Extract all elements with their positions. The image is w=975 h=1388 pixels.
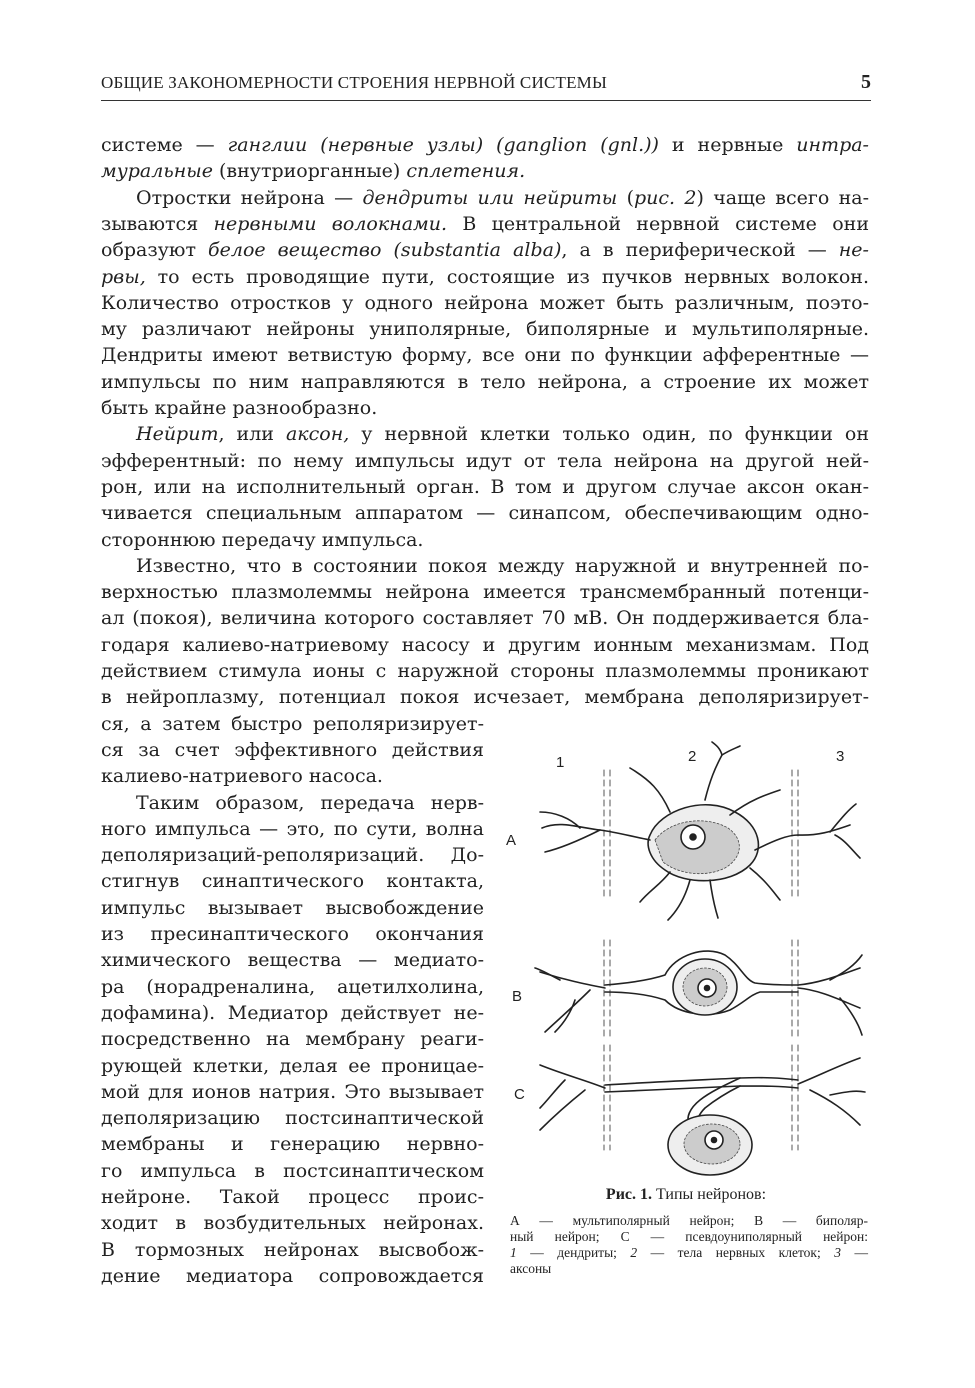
text-line bbox=[101, 316, 869, 342]
text-segment: верхностью плазмолеммы нейрона имеется трансмембранный потенци- bbox=[101, 581, 869, 604]
text-segment: ся, а затем быстро реполяризирует- bbox=[101, 712, 484, 735]
text-segment: Дендриты имеют ветвистую форму, все они по функции афферентные — bbox=[101, 344, 869, 367]
text-segment: ходит в возбудительных нейронах. bbox=[101, 1212, 484, 1235]
text-segment: , или bbox=[218, 423, 286, 446]
text-line bbox=[101, 369, 869, 395]
caption-segment: А — мультиполярный нейрон; В — биполяр- bbox=[510, 1213, 868, 1228]
text-segment: эфферентный: по нему импульсы идут от тела нейрона на другой ней- bbox=[101, 449, 869, 472]
text-line bbox=[101, 553, 869, 579]
multipolar-neuron bbox=[540, 742, 860, 920]
text-segment: чивается специальным аппаратом — синапсом, обеспечивающим одно- bbox=[101, 502, 869, 525]
text-segment: импульсы по ним направляются в тело нейрона, а строение их может bbox=[101, 370, 869, 393]
text-line bbox=[101, 1184, 484, 1210]
text-segment: то есть проводящие пути, состоящие из пучков нервных волокон. bbox=[145, 265, 869, 288]
text-segment: рвы, bbox=[101, 265, 146, 288]
text-segment: системе — bbox=[101, 134, 228, 156]
caption-segment: — тела нервных клеток; bbox=[637, 1245, 835, 1260]
text-segment: стигнув синаптического контакта, bbox=[101, 870, 484, 893]
text-segment: стороннюю передачу импульса. bbox=[101, 528, 424, 551]
text-line bbox=[101, 1263, 484, 1289]
text-segment: быть крайне разнообразно. bbox=[101, 397, 378, 419]
text-segment: ) чаще всего на- bbox=[696, 186, 869, 209]
text-segment: муральные bbox=[101, 160, 213, 183]
text-segment: и нервные bbox=[658, 134, 797, 156]
text-line bbox=[101, 1131, 484, 1157]
figure-neuron-types bbox=[500, 740, 872, 1180]
text-segment: рон, или на исполнительный орган. В том и другом случае аксон окан- bbox=[101, 475, 869, 498]
text-segment: , а в периферической — bbox=[561, 239, 839, 262]
text-line bbox=[101, 1026, 484, 1052]
text-line bbox=[101, 448, 869, 474]
text-line bbox=[101, 1237, 484, 1263]
text-segment: белое вещество (substantia alba) bbox=[208, 239, 562, 262]
text-line bbox=[101, 1000, 484, 1026]
text-segment: ганглии (нервные узлы) (ganglion (gnl.)) bbox=[227, 134, 659, 156]
caption-segment: 3 bbox=[834, 1245, 841, 1260]
text-line bbox=[101, 421, 869, 447]
text-line bbox=[101, 632, 869, 658]
text-segment: деполяризацию постсинаптической bbox=[101, 1107, 484, 1130]
caption-segment: 1 bbox=[510, 1245, 517, 1260]
text-segment: в нейроплазму, потенциал покоя исчезает, мембрана деполяризирует- bbox=[101, 686, 869, 709]
text-line bbox=[101, 500, 869, 526]
page-number: 5 bbox=[861, 71, 871, 93]
text-segment: ра (норадреналина, ацетилхолина, bbox=[101, 975, 484, 998]
row-label-b: B bbox=[512, 988, 523, 1005]
caption-segment: ный нейрон; С — псевдоуниполярный нейрон: bbox=[510, 1229, 868, 1244]
text-line bbox=[101, 684, 869, 710]
text-segment: деполяризаций-реполяризаций. До- bbox=[101, 844, 484, 867]
text-segment: сплетения. bbox=[406, 160, 526, 183]
text-line bbox=[101, 1210, 484, 1236]
text-line bbox=[101, 711, 484, 737]
text-segment: калиево-натриевого насоса. bbox=[101, 765, 383, 788]
figure-title: Типы нейронов: bbox=[652, 1186, 767, 1203]
text-segment: зываются bbox=[101, 212, 214, 235]
text-segment: ся за счет эффективного действия bbox=[101, 738, 484, 761]
text-segment: му различают нейроны униполярные, биполярные и мультиполярные. bbox=[101, 318, 869, 341]
text-line bbox=[101, 395, 869, 421]
text-line bbox=[101, 264, 869, 290]
text-line bbox=[101, 947, 484, 973]
text-segment: Нейрит bbox=[136, 423, 219, 446]
text-segment: действием стимула ионы с наружной стороны плазмолеммы проникают bbox=[101, 660, 869, 682]
row-label-a: A bbox=[506, 832, 517, 849]
text-segment: дендриты или нейриты bbox=[362, 186, 618, 209]
caption-segment: — bbox=[841, 1245, 869, 1260]
text-line bbox=[101, 974, 484, 1000]
text-line bbox=[101, 185, 869, 211]
text-line bbox=[101, 605, 869, 631]
text-line bbox=[101, 921, 484, 947]
text-line bbox=[101, 237, 869, 263]
text-segment: (внутриорганные) bbox=[212, 160, 407, 183]
text-line bbox=[101, 868, 484, 894]
text-segment: дение медиатора сопровождается bbox=[101, 1264, 484, 1287]
text-line bbox=[101, 1105, 484, 1131]
text-segment: из пресинаптического окончания bbox=[101, 923, 484, 945]
text-line bbox=[101, 816, 484, 842]
text-line bbox=[101, 737, 484, 763]
text-line bbox=[101, 132, 869, 158]
text-line bbox=[101, 1158, 484, 1184]
figure-caption-body bbox=[510, 1213, 868, 1277]
figure-number: Рис. 1. bbox=[605, 1186, 653, 1203]
caption-line bbox=[510, 1245, 868, 1261]
text-line bbox=[101, 290, 869, 316]
column-label-3: 3 bbox=[836, 748, 845, 765]
text-line bbox=[101, 342, 869, 368]
caption-segment: аксоны bbox=[510, 1261, 552, 1276]
text-segment: у нервной клетки только один, по функции он bbox=[349, 423, 869, 446]
bipolar-neuron bbox=[535, 951, 862, 1035]
figure-caption-title bbox=[500, 1186, 872, 1204]
row-label-c: C bbox=[514, 1086, 525, 1103]
text-segment: ал (покоя), величина которого составляет 70 мВ. Он поддерживается бла- bbox=[101, 607, 869, 630]
text-segment: мембраны и генерацию нервно- bbox=[101, 1133, 484, 1156]
text-segment: дофамина). Медиатор действует не- bbox=[101, 1001, 484, 1024]
text-segment: рующей клетки, делая ее проницае- bbox=[101, 1054, 484, 1077]
text-segment: интра- bbox=[796, 134, 869, 156]
text-line bbox=[101, 842, 484, 868]
text-segment: образуют bbox=[101, 239, 209, 262]
text-segment: нейроне. Такой процесс проис- bbox=[101, 1186, 484, 1208]
text-segment: Отростки нейрона — bbox=[136, 186, 363, 209]
text-segment: В тормозных нейронах высвобож- bbox=[101, 1238, 484, 1261]
text-line bbox=[101, 790, 484, 816]
text-line bbox=[101, 211, 869, 237]
text-segment: посредственно на мембрану реаги- bbox=[101, 1028, 484, 1051]
text-line bbox=[101, 527, 869, 553]
neuron-diagram bbox=[500, 740, 872, 1180]
text-segment: ( bbox=[617, 186, 634, 209]
caption-segment: — дендриты; bbox=[516, 1245, 631, 1260]
text-line bbox=[101, 895, 484, 921]
text-segment: химического вещества — медиато- bbox=[101, 949, 484, 972]
caption-line bbox=[510, 1229, 868, 1245]
text-line bbox=[101, 474, 869, 500]
text-line bbox=[101, 1079, 484, 1105]
text-segment: импульс вызывает высвобождение bbox=[101, 896, 484, 919]
column-label-1: 1 bbox=[556, 754, 565, 771]
text-line bbox=[101, 579, 869, 605]
pseudounipolar-neuron bbox=[540, 1058, 865, 1175]
text-segment: рис. 2 bbox=[634, 186, 697, 209]
text-segment: Таким образом, передача нерв- bbox=[136, 791, 484, 814]
text-line bbox=[101, 658, 869, 684]
text-segment: аксон, bbox=[285, 423, 350, 446]
running-header bbox=[101, 70, 871, 101]
text-line bbox=[101, 1053, 484, 1079]
text-segment: го импульса в постсинаптическом bbox=[101, 1159, 484, 1182]
text-segment: В центральной нервной системе они bbox=[447, 212, 869, 235]
text-segment: нервными волокнами. bbox=[213, 212, 448, 235]
caption-line bbox=[510, 1213, 868, 1229]
caption-segment: 2 bbox=[630, 1245, 638, 1260]
text-line bbox=[101, 763, 484, 789]
text-segment: Количество отростков у одного нейрона может быть различным, поэто- bbox=[101, 291, 869, 314]
text-segment: Известно, что в состоянии покоя между наружной и внутренней по- bbox=[136, 554, 869, 577]
text-segment: не- bbox=[838, 239, 869, 262]
caption-line bbox=[510, 1261, 868, 1277]
column-label-2: 2 bbox=[688, 748, 697, 765]
text-segment: годаря калиево-натриевому насосу и другим ионным механизмам. Под bbox=[101, 633, 869, 656]
text-segment: мой для ионов натрия. Это вызывает bbox=[101, 1080, 484, 1103]
text-line bbox=[101, 158, 869, 184]
text-segment: ного импульса — это, по сути, волна bbox=[101, 817, 484, 840]
running-header-title: ОБЩИЕ ЗАКОНОМЕРНОСТИ СТРОЕНИЯ НЕРВНОЙ СИСТЕМЫ bbox=[101, 73, 607, 92]
